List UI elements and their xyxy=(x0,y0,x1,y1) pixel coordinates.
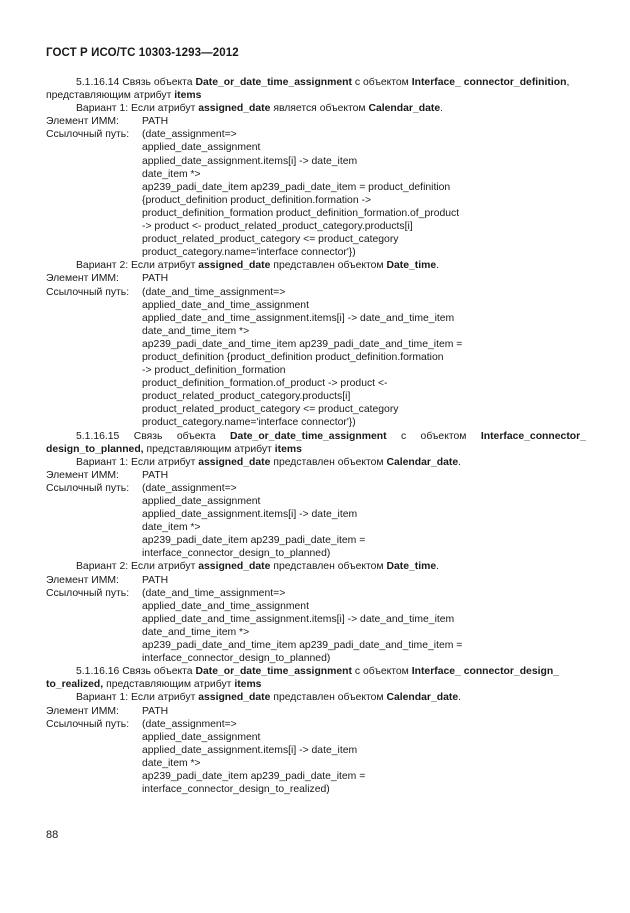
mim-element-value: PATH xyxy=(142,469,169,481)
variant-text: Вариант 1: Если атрибут xyxy=(76,456,196,468)
path-line: applied_date_assignment xyxy=(142,496,261,507)
heading-text: Связь объекта xyxy=(122,666,193,678)
mim-element-value: PATH xyxy=(142,116,169,128)
variant-text: представлен объектом xyxy=(273,456,384,468)
path-line: -> product <- product_related_product_category.products[i] xyxy=(142,221,413,233)
path-line: ap239_padi_date_and_time_item ap239_padi_date_and_time_item = xyxy=(142,640,463,652)
reference-path-label: Ссылочный путь: xyxy=(46,482,130,494)
reference-path-label: Ссылочный путь: xyxy=(46,129,130,141)
variant-text: представлен объектом xyxy=(273,692,384,704)
mim-element-value: PATH xyxy=(142,273,169,285)
heading-text: с xyxy=(400,430,407,442)
path-line: product_definition_formation product_definition_formation.of_product xyxy=(142,207,460,219)
mim-element-row xyxy=(46,469,586,482)
variant-text: является объектом xyxy=(273,103,366,115)
target-entity-name: to_realized, xyxy=(46,679,104,691)
reference-path-row xyxy=(46,128,586,141)
entity-name: Date_or_date_time_assignment xyxy=(195,77,352,88)
variant-text: Вариант 2: Если атрибут xyxy=(76,260,196,272)
path-line: ap239_padi_date_item ap239_padi_date_item = xyxy=(142,535,366,547)
path-line: ap239_padi_date_and_time_item ap239_padi_date_and_time_item = xyxy=(142,338,463,350)
section-heading-continuation xyxy=(46,678,586,691)
entity-name: Date_or_date_time_assignment xyxy=(195,666,352,678)
mim-element-label: Элемент ИММ: xyxy=(46,116,119,128)
document-body xyxy=(46,76,586,796)
path-line: applied_date_assignment xyxy=(142,731,261,743)
path-line: (date_assignment=> xyxy=(142,129,237,141)
heading-text: представляющим атрибут xyxy=(46,90,172,102)
variant-text: Вариант 1: Если атрибут xyxy=(76,103,196,115)
section-heading xyxy=(46,665,586,678)
heading-text: объектом xyxy=(420,430,467,442)
path-line: applied_date_assignment.items[i] -> date_item xyxy=(142,155,358,167)
path-line: applied_date_assignment xyxy=(142,142,261,154)
path-line: applied_date_assignment.items[i] -> date_item xyxy=(142,744,358,756)
path-line: interface_connector_design_to_planned) xyxy=(142,548,331,560)
heading-text: с объектом xyxy=(354,666,409,678)
entity-name: Date_or_date_time_assignment xyxy=(230,430,387,442)
path-line: product_definition_formation.of_product -> product <- xyxy=(142,378,388,390)
reference-path-label: Ссылочный путь: xyxy=(46,718,130,730)
section-heading-continuation xyxy=(46,89,586,102)
path-line: date_item *> xyxy=(142,168,201,180)
variant-text: . xyxy=(458,456,461,468)
mim-element-value: PATH xyxy=(142,574,169,586)
path-line: -> product_definition_formation xyxy=(142,365,286,377)
path-line: product_definition {product_definition product_definition.formation xyxy=(142,351,444,363)
reference-path-row xyxy=(46,718,586,731)
mim-element-row xyxy=(46,272,586,285)
path-line: {product_definition product_definition.formation -> xyxy=(142,194,372,206)
path-line: product_related_product_category.products[i] xyxy=(142,391,351,403)
mim-element-row xyxy=(46,115,586,128)
path-line: product_category.name='interface connector'}) xyxy=(142,247,356,259)
reference-path-label: Ссылочный путь: xyxy=(46,587,130,599)
path-line: date_item *> xyxy=(142,522,201,534)
heading-text: представляющим атрибут xyxy=(106,679,232,691)
reference-path-row xyxy=(46,286,586,299)
mim-element-label: Элемент ИММ: xyxy=(46,574,119,586)
target-entity-name: Interface_ connector_definition xyxy=(411,77,567,88)
attribute-name: assigned_date xyxy=(198,456,271,468)
section-number: 5.1.16.16 xyxy=(76,666,120,678)
attribute-name: assigned_date xyxy=(198,561,271,573)
path-line: product_related_product_category <= product_category xyxy=(142,234,399,246)
variant-line xyxy=(46,456,586,469)
section-heading-continuation xyxy=(46,443,586,456)
section-number: 5.1.16.14 xyxy=(76,77,120,88)
path-line: (date_assignment=> xyxy=(142,718,237,730)
section-heading xyxy=(46,430,586,443)
variant-text: . xyxy=(440,103,443,115)
attribute-name: items xyxy=(274,443,302,455)
path-line: product_category.name='interface connector'}) xyxy=(142,417,356,429)
entity-name: Calendar_date xyxy=(386,456,459,468)
path-line: interface_connector_design_to_realized) xyxy=(142,784,330,796)
variant-line xyxy=(46,691,586,704)
path-line: interface_connector_design_to_planned) xyxy=(142,653,331,665)
path-line: ap239_padi_date_item ap239_padi_date_item = xyxy=(142,770,366,782)
entity-name: Date_time xyxy=(386,561,437,573)
path-line: date_and_time_item *> xyxy=(142,626,250,638)
path-line: date_item *> xyxy=(142,757,201,769)
path-line: date_and_time_item *> xyxy=(142,325,250,337)
variant-text: . xyxy=(436,561,440,573)
path-line: (date_and_time_assignment=> xyxy=(142,286,286,298)
page-number: 88 xyxy=(46,829,59,841)
target-entity-name: design_to_planned, xyxy=(46,443,144,455)
variant-text: Вариант 1: Если атрибут xyxy=(76,692,196,704)
heading-text: , xyxy=(566,77,570,88)
variant-line xyxy=(46,560,586,573)
path-line: (date_assignment=> xyxy=(142,482,237,494)
entity-name: Calendar_date xyxy=(386,692,459,704)
mim-element-value: PATH xyxy=(142,705,169,717)
path-line: applied_date_and_time_assignment.items[i] -> date_and_time_item xyxy=(142,613,455,625)
heading-text: Связь xyxy=(133,430,163,442)
attribute-name: assigned_date xyxy=(198,260,271,272)
heading-text: с объектом xyxy=(354,77,409,88)
path-line: applied_date_and_time_assignment xyxy=(142,299,309,311)
mim-element-label: Элемент ИММ: xyxy=(46,273,119,285)
variant-text: представлен объектом xyxy=(273,561,384,573)
heading-text: Связь объекта xyxy=(122,77,193,88)
reference-path-row xyxy=(46,482,586,495)
reference-path-label: Ссылочный путь: xyxy=(46,286,130,298)
path-line: product_related_product_category <= product_category xyxy=(142,404,399,416)
section-number: 5.1.16.15 xyxy=(76,430,120,442)
variant-text: Вариант 2: Если атрибут xyxy=(76,561,196,573)
variant-text: . xyxy=(436,260,440,272)
mim-element-label: Элемент ИММ: xyxy=(46,705,119,717)
attribute-name: assigned_date xyxy=(198,103,271,115)
section-heading xyxy=(46,76,586,89)
mim-element-label: Элемент ИММ: xyxy=(46,469,119,481)
variant-line xyxy=(46,259,586,272)
target-entity-name: Interface_ connector_design_ xyxy=(411,666,559,678)
path-line: applied_date_assignment.items[i] -> date_item xyxy=(142,509,358,521)
entity-name: Calendar_date xyxy=(368,103,441,115)
path-line: (date_and_time_assignment=> xyxy=(142,587,286,599)
mim-element-row xyxy=(46,574,586,587)
document-header: ГОСТ Р ИСО/ТС 10303-1293—2012 xyxy=(46,47,239,59)
reference-path-row xyxy=(46,587,586,600)
variant-text: . xyxy=(458,692,461,704)
path-line: applied_date_and_time_assignment.items[i] -> date_and_time_item xyxy=(142,312,455,324)
entity-name: Date_time xyxy=(386,260,437,272)
attribute-name: items xyxy=(174,90,202,102)
variant-text: представлен объектом xyxy=(273,260,384,272)
mim-element-row xyxy=(46,705,586,718)
heading-text: представляющим атрибут xyxy=(146,443,272,455)
path-line: applied_date_and_time_assignment xyxy=(142,600,309,612)
heading-text: объекта xyxy=(176,430,216,442)
target-entity-name: Interface_connector_ xyxy=(480,430,586,442)
attribute-name: assigned_date xyxy=(198,692,271,704)
variant-line xyxy=(46,102,586,115)
path-line: ap239_padi_date_item ap239_padi_date_item = product_definition xyxy=(142,181,451,193)
attribute-name: items xyxy=(234,679,262,691)
